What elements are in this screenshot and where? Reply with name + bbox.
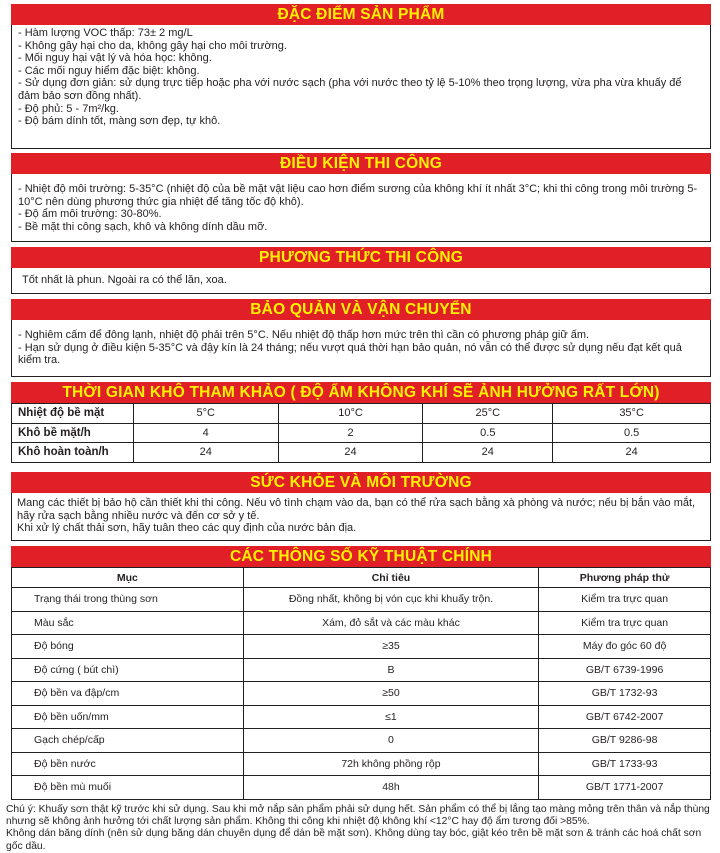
conditions-header: ĐIỀU KIỆN THI CÔNG — [11, 153, 711, 174]
drying-cell: 25°C — [423, 404, 553, 424]
conditions-line: - Độ ẩm môi trường: 30-80%. — [18, 208, 162, 221]
drying-cell: 24 — [133, 443, 278, 463]
drying-header: THỜI GIAN KHÔ THAM KHẢO ( ĐỘ ẨM KHÔNG KHÍ SẼ ẢNH HƯỞNG RẤT LỚN) — [11, 382, 711, 403]
storage-line: - Hạn sử dụng ở điều kiện 5-35°C và đậy kín là 24 tháng; nếu vượt quá thời hạn bảo quản, nó vẫn có thể được sử dụng nếu đạt kết quả kiểm tra. — [18, 341, 682, 367]
specs-cell: GB/T 9286-98 — [539, 729, 711, 753]
drying-row — [12, 443, 711, 463]
specs-cell: GB/T 6739-1996 — [539, 658, 711, 682]
health-line: Khi xử lý chất thải sơn, hãy tuân theo các quy định của nước bản địa. — [17, 522, 357, 535]
drying-cell: 0.5 — [553, 423, 711, 443]
drying-table — [11, 403, 711, 463]
specs-row — [12, 635, 711, 659]
drying-header-row — [12, 404, 711, 424]
method-body — [11, 268, 711, 294]
specs-cell: Độ cứng ( bút chì) — [12, 658, 244, 682]
specs-cell: Gạch chép/cấp — [12, 729, 244, 753]
specs-cell: GB/T 6742-2007 — [539, 705, 711, 729]
storage-header: BẢO QUẢN VÀ VẬN CHUYỂN — [11, 299, 711, 320]
specs-cell: GB/T 1733-93 — [539, 752, 711, 776]
specs-cell: 48h — [243, 776, 539, 800]
conditions-body — [11, 174, 711, 242]
storage-body — [11, 320, 711, 377]
footer-notes — [6, 804, 716, 853]
drying-cell: 24 — [553, 443, 711, 463]
features-line: - Độ bám dính tốt, màng sơn đẹp, tự khô. — [18, 115, 221, 128]
specs-col-method: Phương pháp thử — [539, 568, 711, 588]
specs-row — [12, 729, 711, 753]
method-line: Tốt nhất là phun. Ngoài ra có thể lăn, xoa. — [22, 274, 227, 286]
specs-header-row — [12, 568, 711, 588]
drying-cell: 24 — [278, 443, 423, 463]
storage-line: - Nghiêm cấm để đông lạnh, nhiệt độ phải trên 5°C. Nếu nhiệt độ thấp hơn mức trên thì cần có phương pháp giữ ấm. — [18, 329, 590, 341]
specs-table — [11, 567, 711, 800]
specs-header: CÁC THÔNG SỐ KỸ THUẬT CHÍNH — [11, 546, 711, 567]
method-header: PHƯƠNG THỨC THI CÔNG — [11, 247, 711, 268]
features-header: ĐẶC ĐIỂM SẢN PHẨM — [11, 4, 711, 25]
specs-row — [12, 776, 711, 800]
features-body — [11, 25, 711, 149]
drying-cell: 0.5 — [423, 423, 553, 443]
features-line: - Sử dụng đơn giản: sử dụng trực tiếp hoặc pha với nước sạch (pha với nước theo tỷ lệ 5-10% theo trọng lượng, vừa pha vừa khuấy để đảm bảo sơn đồng nhất). — [18, 77, 682, 102]
specs-col-item: Mục — [12, 568, 244, 588]
specs-cell: Màu sắc — [12, 611, 244, 635]
drying-cell: 2 — [278, 423, 423, 443]
specs-cell: Xám, đỏ sắt và các màu khác — [243, 611, 539, 635]
specs-cell: Máy đo góc 60 độ — [539, 635, 711, 659]
specs-cell: ≥50 — [243, 682, 539, 706]
specs-cell: B — [243, 658, 539, 682]
specs-cell: Kiểm tra trực quan — [539, 611, 711, 635]
specs-cell: Độ bền nước — [12, 752, 244, 776]
drying-cell: Khô hoàn toàn/h — [12, 443, 134, 463]
specs-cell: 72h không phồng rộp — [243, 752, 539, 776]
drying-cell: 10°C — [278, 404, 423, 424]
specs-row — [12, 611, 711, 635]
features-line: - Độ phủ: 5 - 7m²/kg. — [18, 102, 119, 115]
drying-cell: 35°C — [553, 404, 711, 424]
drying-cell: 4 — [133, 423, 278, 443]
features-line: - Mối nguy hại vật lý và hóa học: không. — [18, 52, 212, 65]
note-line: Không dán băng dính (nên sử dụng băng dán chuyên dụng để dán bề mặt sơn). Không dùng tay bóc, giật kéo trên bề mặt sơn & tránh các hoá chất sơn gốc dầu. — [6, 828, 702, 852]
specs-cell: Độ bền mù muối — [12, 776, 244, 800]
specs-row — [12, 705, 711, 729]
specs-cell: Độ bền uốn/mm — [12, 705, 244, 729]
note-line: Chú ý: Khuấy sơn thật kỹ trước khi sử dụng. Sau khi mở nắp sản phẩm phải sử dụng hết. Sản phẩm có thể bị lắng tạo màng mỏng trên thân và nắp thùng nhưng sẽ không ảnh hưởng tới chất lượng sản phẩm. Không thi công khi nhiệt độ không khí <12°C hay độ ẩm tương đối >85%. — [6, 804, 710, 828]
specs-cell: Đồng nhất, không bị vón cục khi khuấy trộn. — [243, 588, 539, 612]
drying-cell: Nhiệt độ bề mặt — [12, 404, 134, 424]
specs-row — [12, 682, 711, 706]
features-line: - Không gây hại cho da, không gây hại cho môi trường. — [18, 39, 287, 52]
health-header: SỨC KHỎE VÀ MÔI TRƯỜNG — [11, 472, 711, 493]
drying-cell: 24 — [423, 443, 553, 463]
conditions-line: - Nhiệt độ môi trường: 5-35°C (nhiệt độ của bề mặt vật liệu cao hơn điểm sương của không khí ít nhất 3°C; khi thi công trong môi trường 5-10°C nên dùng phương thức gia nhiệt để tăng tốc độ khô). — [18, 183, 698, 208]
specs-cell: ≤1 — [243, 705, 539, 729]
drying-row — [12, 423, 711, 443]
specs-cell: GB/T 1732-93 — [539, 682, 711, 706]
health-line: Mang các thiết bị bảo hộ cần thiết khi thi công. Nếu vô tình chạm vào da, bạn có thể rửa sạch bằng xà phòng và nước; nếu bị bắn vào mắt, hãy rửa sạch bằng nhiều nước và đến cơ sở y tế. — [17, 497, 696, 522]
specs-cell: Trạng thái trong thùng sơn — [12, 588, 244, 612]
drying-cell: 5°C — [133, 404, 278, 424]
specs-cell: Kiểm tra trực quan — [539, 588, 711, 612]
specs-cell: 0 — [243, 729, 539, 753]
specs-row — [12, 752, 711, 776]
specs-cell: Độ bóng — [12, 635, 244, 659]
features-line: - Các mối nguy hiểm đặc biệt: không. — [18, 64, 200, 77]
specs-col-criteria: Chỉ tiêu — [243, 568, 539, 588]
features-line: - Hàm lượng VOC thấp: 73± 2 mg/L — [18, 27, 193, 39]
specs-cell: Độ bền va đập/cm — [12, 682, 244, 706]
specs-cell: GB/T 1771-2007 — [539, 776, 711, 800]
health-body — [11, 493, 711, 541]
specs-row — [12, 658, 711, 682]
specs-cell: ≥35 — [243, 635, 539, 659]
drying-cell: Khô bề mặt/h — [12, 423, 134, 443]
conditions-line: - Bề mặt thi công sạch, khô và không dính dầu mỡ. — [18, 220, 268, 233]
specs-row — [12, 588, 711, 612]
